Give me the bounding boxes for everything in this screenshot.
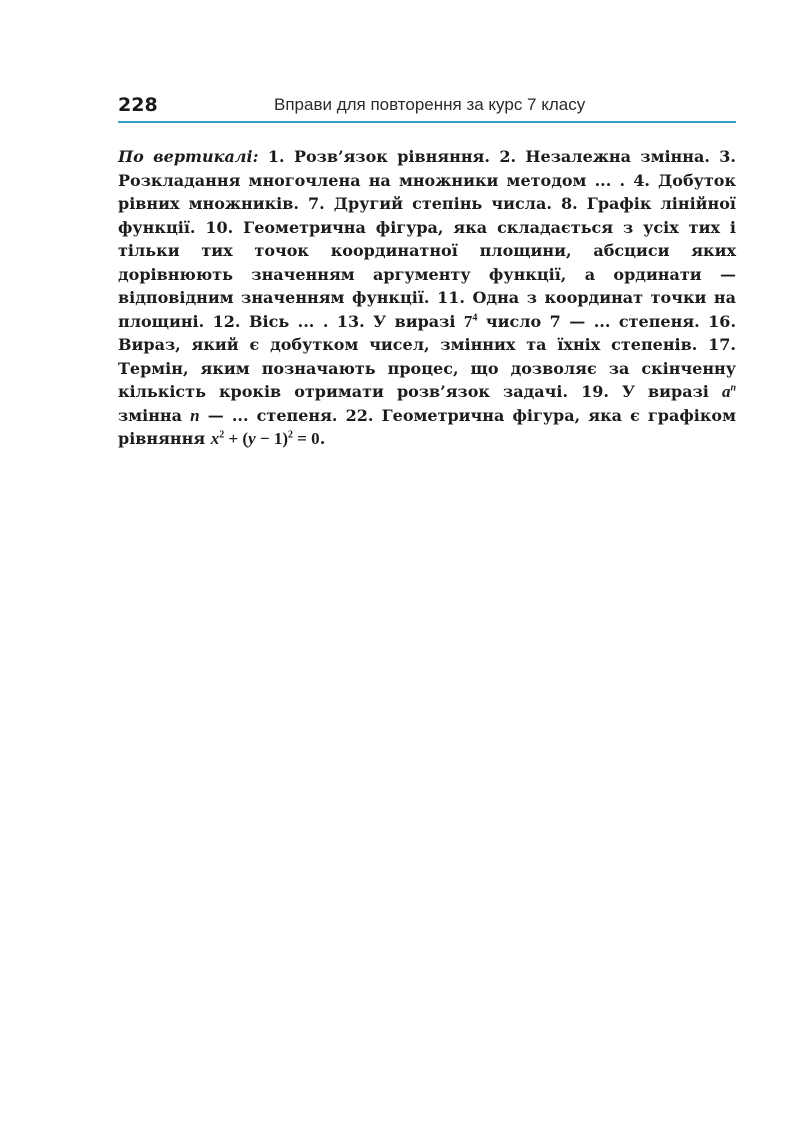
variable-n: n <box>190 405 200 425</box>
expression-a-power-n <box>722 382 736 401</box>
eq-middle: + ( <box>224 429 249 448</box>
expr2-exponent: n <box>730 382 736 394</box>
expression-7-power-4 <box>464 312 478 331</box>
eq-x: x <box>210 429 220 448</box>
exercise-paragraph <box>118 145 736 451</box>
eq-y: y <box>248 429 256 448</box>
page-header <box>118 92 736 122</box>
text-part-4: — ... степеня. 22. Геометрична фігура, яка є графіком рівняння <box>118 405 736 448</box>
text-part-2: число 7 — ... степеня. 16. Вираз, який є добутком чисел, змінних та їхніх степенів. 17. Термін, яким позначають процес, що дозволяє за скінченну кількість кроків отримати розв’язок задачі. 19. У виразі <box>118 311 737 401</box>
eq-minus-one: − 1) <box>255 429 288 448</box>
eq-x-exponent: 2 <box>219 429 225 441</box>
text-part-1: 1. Розв’язок рівняння. 2. Незалежна змінна. 3. Розкладання многочлена на множники методом ... . 4. Добуток рівних множників. 7. Другий степінь числа. 8. Графік лінійної функції. 10. Геометрична фігура, яка складається з усіх тих і тільки тих точок координатної площини, абсциси яких дорівнюють значенням аргументу функції, а ординати — відповідним значенням функції. 11. Одна з координат точки на площині. 12. Вісь ... . 13. У виразі <box>118 147 736 331</box>
expr1-base: 7 <box>463 311 473 331</box>
circle-equation <box>211 429 320 448</box>
header-divider <box>118 121 736 123</box>
running-title: Вправи для повторення за курс 7 класу <box>274 95 586 114</box>
text-ending: . <box>319 429 326 448</box>
expr1-exponent: 4 <box>472 311 478 323</box>
section-lead: По вертикалі: <box>118 147 259 166</box>
text-part-3: змінна <box>118 405 191 425</box>
expr2-base: a <box>721 382 731 401</box>
page-number: 228 <box>118 94 158 116</box>
eq-paren-exponent: 2 <box>288 429 293 441</box>
eq-equals-zero: = 0 <box>293 429 320 448</box>
